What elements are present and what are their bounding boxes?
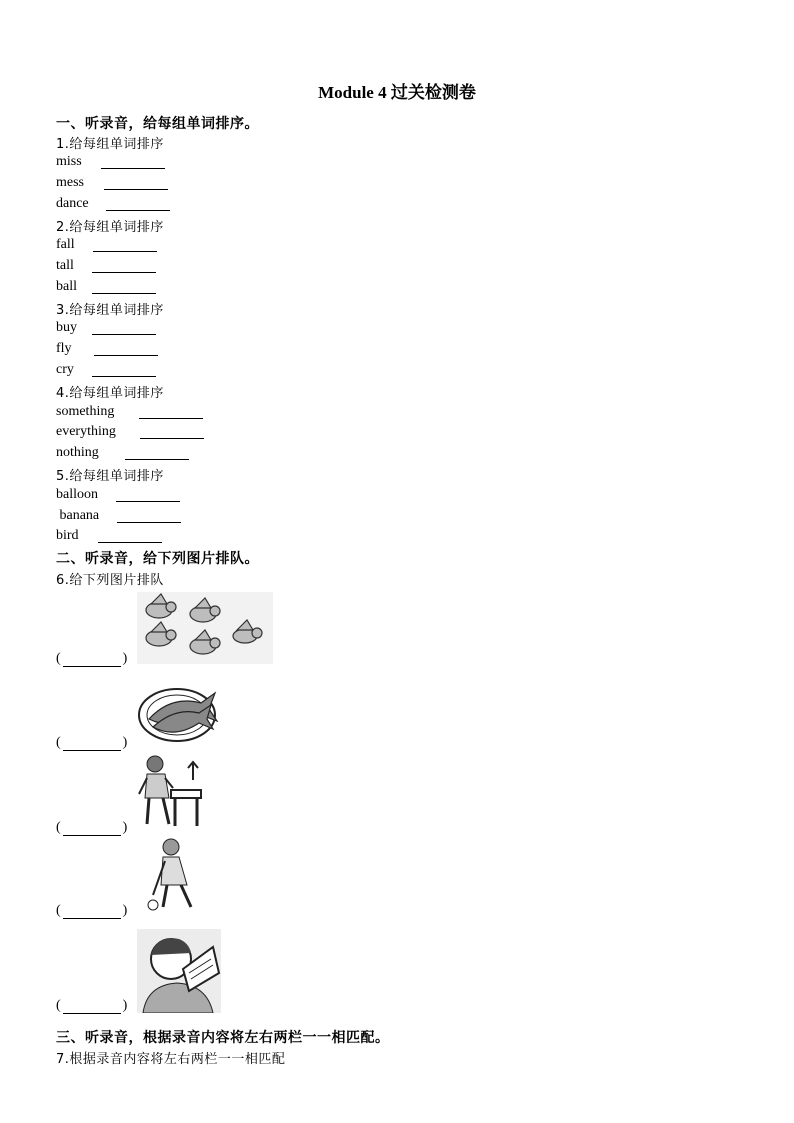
word-something: something [56, 404, 115, 419]
answer-blank[interactable] [140, 438, 204, 439]
answer-paren[interactable]: ( ) [56, 735, 128, 750]
word-banana: banana [56, 508, 100, 523]
question-6-label: 6.给下列图片排队 [56, 573, 164, 588]
answer-blank[interactable] [92, 334, 156, 335]
answer-blank[interactable] [106, 210, 170, 211]
answer-blank[interactable] [139, 418, 203, 419]
word-everything: everything [56, 424, 116, 439]
word-bird: bird [56, 528, 79, 543]
section-1-heading: 一、听录音，给每组单词排序。 [56, 116, 259, 132]
question-1-label: 1.给每组单词排序 [56, 137, 164, 152]
answer-paren[interactable]: ( ) [56, 820, 128, 835]
word-balloon: balloon [56, 487, 98, 502]
answer-paren[interactable]: ( ) [56, 903, 128, 918]
girl-apple-picture [143, 837, 203, 913]
answer-blank[interactable] [94, 355, 158, 356]
answer-paren[interactable]: ( ) [56, 998, 128, 1013]
answer-blank[interactable] [92, 293, 156, 294]
girl-stool-picture [137, 754, 207, 830]
question-2-label: 2.给每组单词排序 [56, 220, 164, 235]
word-mess: mess [56, 175, 84, 190]
word-fly: fly [56, 341, 72, 356]
word-fall: fall [56, 237, 75, 252]
answer-blank[interactable] [116, 501, 180, 502]
fish-plate-picture [137, 673, 221, 747]
page-title: Module 4 过关检测卷 [318, 83, 476, 102]
question-4-label: 4.给每组单词排序 [56, 386, 164, 401]
word-dance: dance [56, 196, 89, 211]
answer-blank[interactable] [92, 272, 156, 273]
question-5-label: 5.给每组单词排序 [56, 469, 164, 484]
answer-blank[interactable] [104, 189, 168, 190]
birds-picture [137, 592, 273, 664]
word-ball: ball [56, 279, 77, 294]
section-3-heading: 三、听录音，根据录音内容将左右两栏一一相匹配。 [56, 1030, 390, 1046]
word-cry: cry [56, 362, 74, 377]
word-tall: tall [56, 258, 74, 273]
boy-book-picture [137, 929, 221, 1013]
question-3-label: 3.给每组单词排序 [56, 303, 164, 318]
section-2-heading: 二、听录音，给下列图片排队。 [56, 551, 259, 567]
answer-paren[interactable]: ( ) [56, 651, 128, 666]
answer-blank[interactable] [93, 251, 157, 252]
answer-blank[interactable] [92, 376, 156, 377]
answer-blank[interactable] [117, 522, 181, 523]
question-7-label: 7.根据录音内容将左右两栏一一相匹配 [56, 1052, 286, 1067]
word-buy: buy [56, 320, 77, 335]
answer-blank[interactable] [98, 542, 162, 543]
answer-blank[interactable] [101, 168, 165, 169]
word-miss: miss [56, 154, 82, 169]
answer-blank[interactable] [125, 459, 189, 460]
word-nothing: nothing [56, 445, 99, 460]
